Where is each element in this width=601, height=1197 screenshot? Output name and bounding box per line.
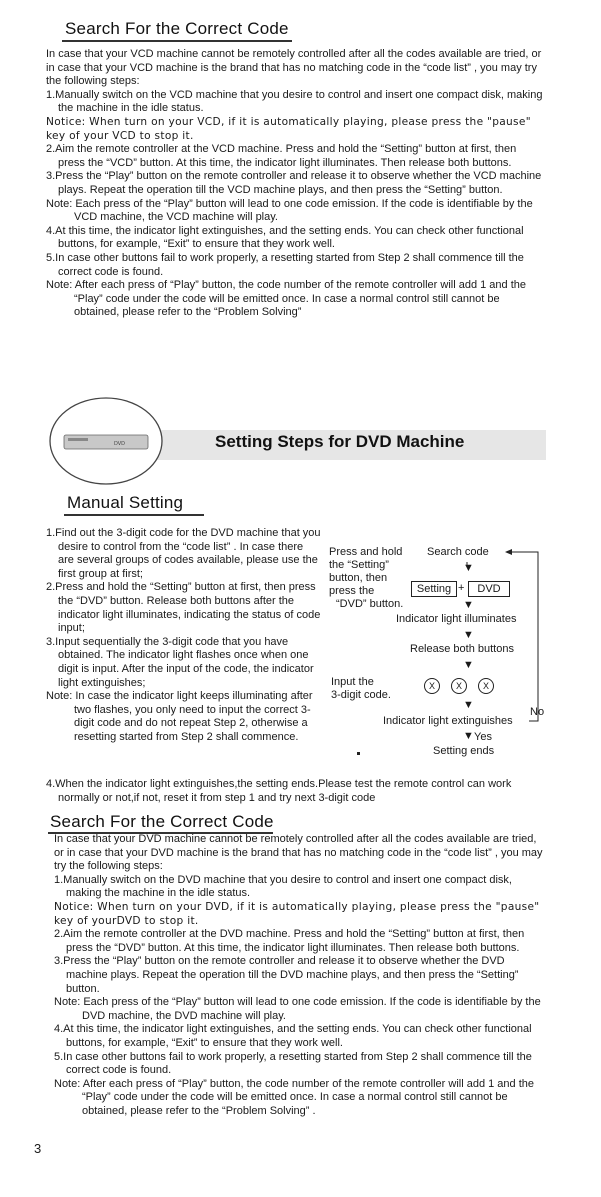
manual-steps (46, 527, 322, 745)
manual-step-2: 2.Press and hold the “Setting” button at first, then press the “DVD” button. Release both buttons after the indicator light illuminates, indicating the status of code input; (46, 581, 321, 635)
page-number: 3 (34, 1141, 42, 1156)
flow-input-2: 3-digit code. (331, 689, 391, 701)
setting-key: Setting (411, 581, 457, 597)
stray-dot (357, 752, 360, 755)
top-note-1: Note: Each press of the “Play” button will lead to one code emission. If the code is identifiable by the VCD machine, the VCD machine will play. (46, 197, 533, 224)
flow-press-hold-5: “DVD” button. (336, 598, 404, 610)
flow-yes: Yes (474, 731, 492, 743)
arrow-down-icon: ▼ (463, 629, 474, 641)
loop-arrowhead-icon (505, 549, 512, 555)
digit-circle-3: X (478, 678, 494, 694)
device-label: DVD (114, 441, 126, 447)
manual-step-3: 3.Input sequentially the 3-digit code that you have obtained. The indicator light flashes once when one digit is input. After the input of the code, the indicator light extinguishes; (46, 635, 314, 689)
flow-press-hold-4: press the (329, 585, 375, 597)
flow-release: Release both buttons (410, 643, 514, 655)
banner-title: Setting Steps for DVD Machine (215, 432, 465, 451)
top-section-heading: Search For the Correct Code (65, 19, 289, 38)
dvd-player-illustration (46, 395, 171, 490)
dvd-key: DVD (468, 581, 510, 597)
manual-note: Note: In case the indicator light keeps illuminating after two flashes, you only need to input the correct 3-digit code and do not repeat Step 2, otherwise a resetting started from Step 2 shall commence. (46, 690, 313, 743)
bottom-step-2: 2.Aim the remote controller at the DVD machine. Press and hold the “Setting” button at first, then press the “DVD” button. At this time, the indicator light illuminates. Then release both buttons. (54, 928, 525, 954)
top-intro: In case that your VCD machine cannot be remotely controlled after all the codes available are tried, or in case that your VCD machine is the brand that has no matching code in the “code list” , you may try the following steps: (46, 48, 542, 88)
bottom-note-2: Note: After each press of “Play” button, the code number of the remote controller will add 1 and the “Play” code under the code will be emitted once. In case a normal control still cannot be obtained, please refer to the “Problem Solving” . (54, 1077, 534, 1117)
arrow-down-icon: ▼ (463, 699, 474, 711)
digit-circle-2: X (451, 678, 467, 694)
manual-step-4: 4.When the indicator light extinguishes,the setting ends.Please test the remote control can work normally or not,if not, reset it from step 1 and try next 3-digit code (46, 778, 512, 804)
bottom-section-body (54, 833, 546, 1118)
bottom-step-3: 3.Press the “Play” button on the remote controller and release it to observe whether the DVD machine plays. Repeat the operation till the DVD machine plays, and then press the “Setting” button. (54, 955, 519, 995)
manual-step-4-wrap (46, 778, 546, 805)
bottom-step-4: 4.At this time, the indicator light extinguishes, and the setting ends. You can check other functional buttons, for example, “Exit” to ensure that they work well. (54, 1023, 532, 1049)
flow-indicator-off: Indicator light extinguishes (383, 715, 513, 727)
flow-press-hold-1: Press and hold (329, 546, 403, 558)
flow-input-1: Input the (331, 676, 374, 688)
flow-search-code: Search code (427, 546, 489, 558)
arrow-down-icon: ▼ (463, 599, 474, 611)
bottom-notice: Notice: When turn on your DVD, if it is automatically playing, please press the "pause" key of yourDVD to stop it. (54, 900, 540, 927)
manual-step-1: 1.Find out the 3-digit code for the DVD machine that you desire to control from the “code list” . In case there are several groups of codes available, please use the first group at first; (46, 527, 321, 580)
dvd-player-body-icon (64, 435, 148, 449)
bottom-section-heading: Search For the Correct Code (50, 812, 274, 831)
bottom-note-1: Note: Each press of the “Play” button will lead to one code emission. If the code is identifiable by the DVD machine, the DVD machine will play. (54, 996, 541, 1022)
disc-tray-icon (68, 438, 88, 441)
top-heading-underline (62, 40, 292, 42)
digit-circle-1: X (424, 678, 440, 694)
flow-press-hold-3: button, then (329, 572, 388, 584)
top-note-2: Note: After each press of “Play” button, the code number of the remote controller will add 1 and the “Play” code under the code will be emitted once. In case a normal control still cannot be obtained, please refer to the “Problem Solving” (46, 279, 526, 319)
flow-indicator-on: Indicator light illuminates (396, 613, 517, 625)
top-step-4: 4.At this time, the indicator light extinguishes, and the setting ends. You can check other functional buttons, for example, “Exit” to ensure that they work well. (46, 224, 524, 251)
top-step-5: 5.In case other buttons fail to work properly, a resetting started from Step 2 shall commence till the correct code is found. (46, 251, 524, 278)
flow-setting-ends: Setting ends (433, 745, 495, 757)
top-step-2: 2.Aim the remote controller at the VCD machine. Press and hold the “Setting” button at first, then press the “VCD” button. At this time, the indicator light illuminates. Then release both buttons. (46, 143, 517, 169)
manual-heading-underline (64, 514, 204, 516)
flow-no: No (530, 706, 545, 718)
top-step-3: 3.Press the “Play” button on the remote controller and release it to observe whether the VCD machine plays. Repeat the operation till the VCD machine plays, and then press the “Setting” button. (46, 170, 542, 196)
top-section-body (46, 48, 546, 320)
manual-heading: Manual Setting (67, 493, 184, 512)
arrow-down-icon: ▼ (463, 730, 474, 742)
no-loop-line (507, 552, 538, 721)
bottom-intro: In case that your DVD machine cannot be remotely controlled after all the codes available are tried, or in case that your DVD machine is the brand that has no matching code in the “code list” , you may try the following steps: (54, 833, 543, 873)
arrow-down-icon: ▼ (463, 562, 474, 574)
top-step-1: 1.Manually switch on the VCD machine that you desire to control and insert one compact disk, making the machine in the idle status. (46, 88, 543, 115)
flow-plus: + (458, 582, 465, 594)
arrow-down-icon: ▼ (463, 659, 474, 671)
flow-press-hold-2: the “Setting” (329, 559, 389, 571)
bottom-step-1: 1.Manually switch on the DVD machine that you desire to control and insert one compact disk, making the machine in the idle status. (54, 873, 512, 900)
top-notice: Notice: When turn on your VCD, if it is automatically playing, please press the "pause" key of your VCD to stop it. (46, 115, 531, 142)
bottom-step-5: 5.In case other buttons fail to work properly, a resetting started from Step 2 shall commence till the correct code is found. (54, 1050, 532, 1077)
